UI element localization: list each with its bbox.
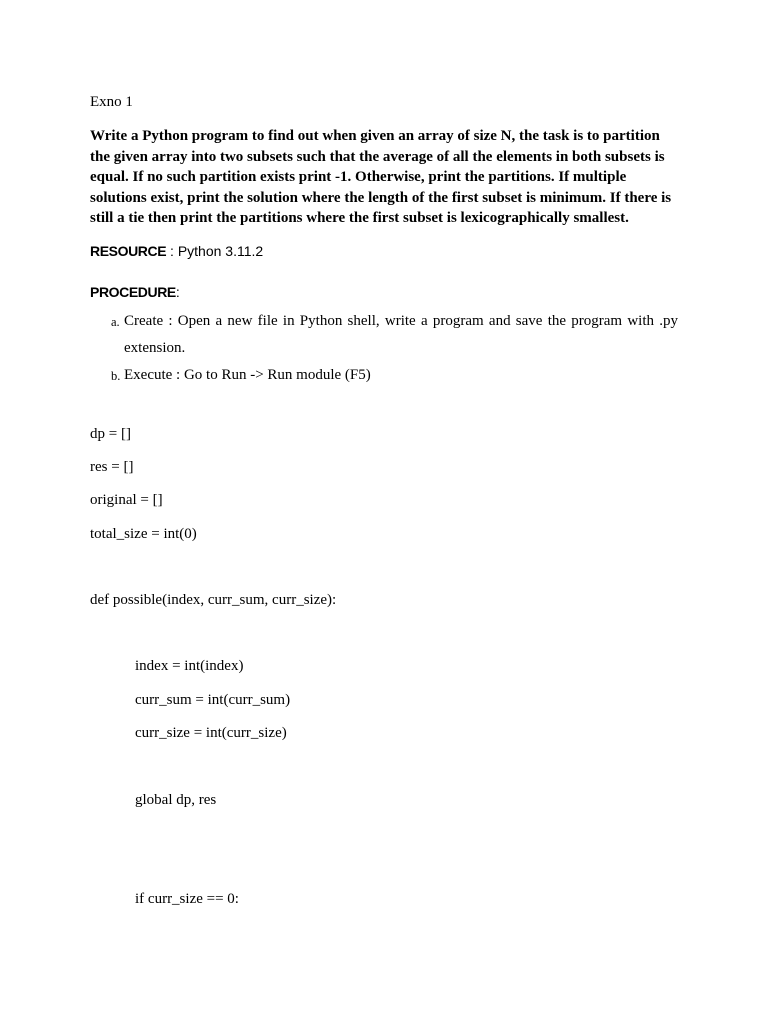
- exercise-number: Exno 1: [90, 94, 133, 110]
- code-line: global dp, res: [135, 792, 217, 808]
- procedure-step-execute: [90, 362, 678, 389]
- resource-separator: :: [166, 243, 178, 259]
- code-line: curr_sum = int(curr_sum): [135, 692, 291, 708]
- step-text: Create : Open a new file in Python shell, write a program and save the program with .py extension.: [124, 313, 678, 356]
- resource-value: Python 3.11.2: [177, 243, 264, 259]
- procedure-colon: :: [175, 284, 180, 300]
- procedure-step-create: [90, 308, 678, 361]
- code-line: if curr_size == 0:: [135, 891, 239, 907]
- code-line: def possible(index, curr_sum, curr_size):: [90, 592, 337, 608]
- step-marker: a.: [111, 315, 120, 329]
- task-statement: Write a Python program to find out when given an array of size N, the task is to partition the given array into two subsets such that the average of all the elements in both subsets is equal. If no such partition exists print -1. Otherwise, print the partitions. If multiple solutions exist, print the solution where the length of the first subset is minimum. If there is still a tie then print the partitions where the first subset is lexicographically smallest.: [90, 128, 672, 226]
- code-line: res = []: [90, 459, 134, 475]
- code-line: curr_size = int(curr_size): [135, 725, 287, 741]
- code-line: index = int(index): [135, 658, 244, 674]
- resource-heading: RESOURCE: [90, 243, 167, 259]
- step-text: Execute : Go to Run -> Run module (F5): [124, 367, 371, 383]
- procedure-heading-line: [90, 284, 180, 300]
- step-marker: b.: [111, 369, 121, 383]
- code-line: original = []: [90, 492, 163, 508]
- resource-line: [90, 243, 263, 259]
- procedure-heading: PROCEDURE: [90, 284, 176, 300]
- code-line: dp = []: [90, 426, 131, 442]
- code-line: total_size = int(0): [90, 526, 197, 542]
